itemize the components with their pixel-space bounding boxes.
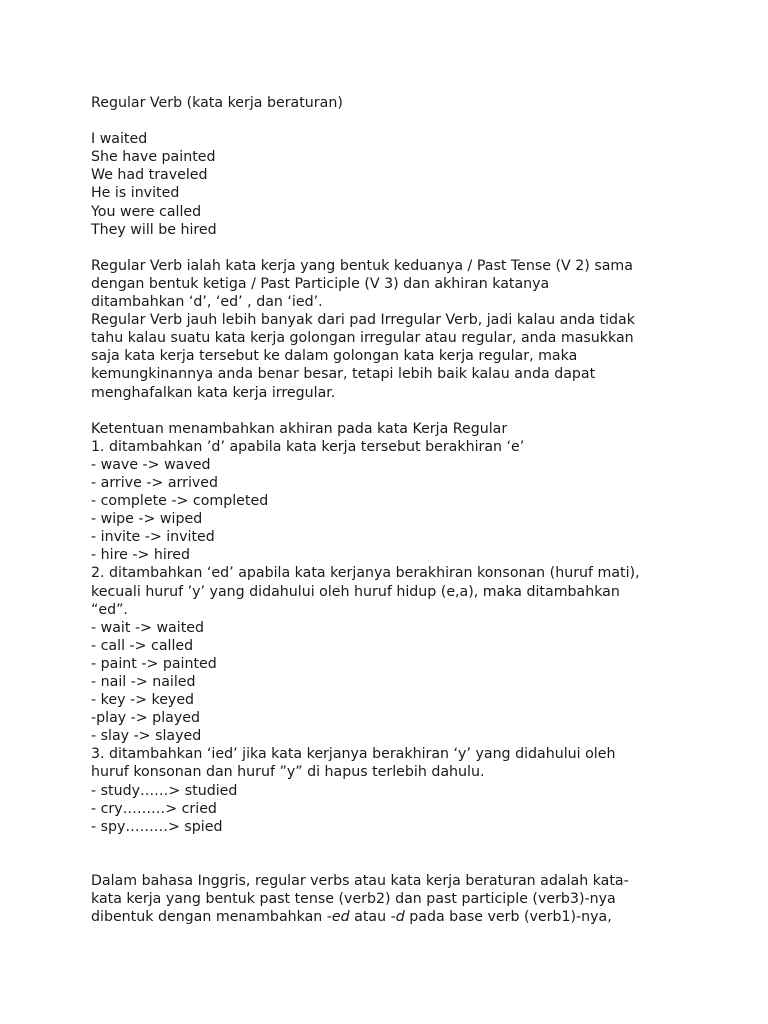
- rule-example: - arrive -> arrived: [91, 474, 219, 491]
- paragraph-line: ditambahkan ‘d’, ‘ed’ , dan ‘ied’.: [91, 294, 323, 311]
- examples-list: [91, 130, 731, 239]
- paragraph-line: kata kerja yang bentuk past tense (verb2) dan past participle (verb3)-nya: [91, 891, 616, 908]
- spacer: [91, 836, 731, 872]
- paragraph-line: Regular Verb ialah kata kerja yang bentuk keduanya / Past Tense (V 2) sama: [91, 257, 633, 274]
- text-run: dibentuk dengan menambahkan -: [91, 909, 332, 926]
- rule-example: - nail -> nailed: [91, 674, 196, 690]
- rule-example: - wipe -> wiped: [91, 511, 203, 528]
- rule-text: “ed”.: [91, 601, 128, 618]
- rule-example: - complete -> completed: [91, 493, 269, 510]
- italic-suffix-ed: ed: [331, 909, 350, 926]
- spacer: [91, 112, 731, 130]
- paragraph-line: Dalam bahasa Inggris, regular verbs atau kata kerja beraturan adalah kata-: [91, 873, 629, 890]
- document-title: Regular Verb (kata kerja beraturan): [91, 95, 343, 111]
- rule-example: - wave -> waved: [91, 456, 211, 473]
- example-line: We had traveled: [91, 167, 208, 184]
- example-line: You were called: [91, 203, 202, 220]
- rule-example: - wait -> waited: [91, 619, 204, 636]
- example-line: He is invited: [91, 185, 180, 202]
- paragraph-line: dengan bentuk ketiga / Past Participle (V 3) dan akhiran katanya: [91, 275, 550, 292]
- document-page: [91, 94, 731, 926]
- paragraph-line: tahu kalau suatu kata kerja golongan irregular atau regular, anda masukkan: [91, 330, 634, 347]
- paragraph-line: [91, 908, 731, 926]
- rule-example: - cry………> cried: [91, 800, 217, 817]
- rule-example: - hire -> hired: [91, 547, 191, 564]
- example-line: I waited: [91, 131, 148, 148]
- paragraph-line: Regular Verb jauh lebih banyak dari pad Irregular Verb, jadi kalau anda tidak: [91, 312, 635, 329]
- rule-example: - spy………> spied: [91, 818, 223, 835]
- rule-text: kecuali huruf ’y’ yang didahului oleh huruf hidup (e,a), maka ditambahkan: [91, 583, 620, 600]
- closing-paragraph: [91, 872, 731, 926]
- rule-example: - slay -> slayed: [91, 728, 202, 745]
- rule-example: -play -> played: [91, 710, 200, 727]
- text-run: atau: [349, 909, 391, 926]
- spacer: [91, 402, 731, 420]
- example-line: They will be hired: [91, 221, 217, 238]
- rule-example: - paint -> painted: [91, 655, 217, 672]
- rule-text: huruf konsonan dan huruf ”y” di hapus terlebih dahulu.: [91, 764, 485, 781]
- rule-text: 3. ditambahkan ‘ied’ jika kata kerjanya berakhiran ‘y’ yang didahului oleh: [91, 746, 616, 763]
- spacer: [91, 239, 731, 257]
- paragraph-line: kemungkinannya anda benar besar, tetapi lebih baik kalau anda dapat: [91, 366, 596, 383]
- rule-text: 2. ditambahkan ‘ed’ apabila kata kerjanya berakhiran konsonan (huruf mati),: [91, 565, 640, 582]
- rule-example: - study……> studied: [91, 782, 238, 799]
- paragraph-line: saja kata kerja tersebut ke dalam golongan kata kerja regular, maka: [91, 348, 578, 365]
- rule-example: - call -> called: [91, 637, 194, 654]
- rule-1: [91, 438, 731, 565]
- rule-text: 1. ditambahkan ’d’ apabila kata kerja tersebut berakhiran ‘e’: [91, 438, 525, 455]
- rule-example: - key -> keyed: [91, 692, 195, 709]
- explanation-paragraph: [91, 311, 731, 401]
- rule-2: [91, 564, 731, 745]
- text-run: pada base verb (verb1)-nya,: [404, 909, 612, 926]
- paragraph-line: menghafalkan kata kerja irregular.: [91, 384, 336, 401]
- definition-paragraph: [91, 257, 731, 311]
- rule-example: - invite -> invited: [91, 529, 215, 546]
- italic-suffix-d: -d: [390, 909, 405, 926]
- rule-3: [91, 745, 731, 835]
- rules-heading: Ketentuan menambahkan akhiran pada kata Kerja Regular: [91, 420, 508, 437]
- example-line: She have painted: [91, 149, 216, 166]
